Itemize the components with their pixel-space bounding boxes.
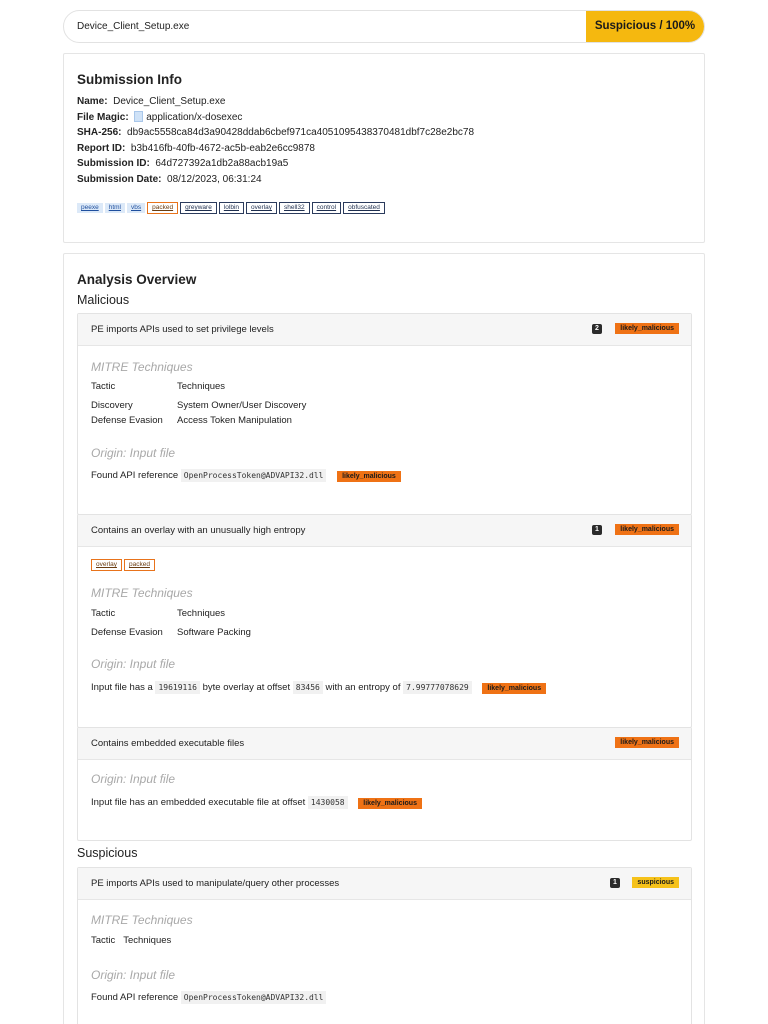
mitre-row [91, 400, 306, 411]
analysis-overview-card [63, 253, 705, 1024]
api-reference-code: OpenProcessToken@ADVAPI32.dll [181, 469, 327, 482]
signature-header[interactable] [78, 728, 691, 760]
technique-cell: Software Packing [177, 627, 251, 638]
match-count-badge: 1 [592, 525, 602, 535]
file-magic-label: File Magic: [77, 111, 129, 123]
severity-badge: likely_malicious [482, 683, 546, 694]
severity-badge: likely_malicious [337, 471, 401, 482]
sha256-row [77, 125, 474, 141]
finding-text: Found API reference [91, 470, 179, 481]
offset-code: 1430058 [308, 796, 348, 809]
techniques-header: Techniques [177, 381, 226, 392]
tactic-header: Tactic [91, 608, 116, 619]
signature-panel [77, 514, 692, 728]
signature-panel [77, 727, 692, 841]
origin-heading: Origin: Input file [91, 657, 176, 671]
tactic-cell: Discovery [91, 400, 133, 411]
file-type-icon [134, 111, 143, 122]
tag-html[interactable]: html [105, 203, 125, 213]
severity-badge: likely_malicious [615, 323, 679, 334]
finding-line [91, 992, 326, 1003]
mitre-table-header [91, 935, 171, 946]
finding-text: byte overlay at offset [202, 682, 291, 693]
mitre-techniques-heading: MITRE Techniques [91, 586, 193, 600]
signature-title: Contains embedded executable files [91, 738, 245, 749]
tag-packed[interactable]: packed [124, 559, 155, 571]
tag-obfuscated[interactable]: obfuscated [343, 202, 385, 214]
overlay-offset-code: 83456 [293, 681, 323, 694]
match-count-badge: 2 [592, 324, 602, 334]
tactic-cell: Defense Evasion [91, 415, 163, 426]
signature-title: PE imports APIs used to set privilege levels [91, 324, 274, 335]
mitre-table-header [91, 381, 225, 392]
entropy-code: 7.99777078629 [403, 681, 472, 694]
technique-cell: Access Token Manipulation [177, 415, 292, 426]
tactic-header: Tactic [91, 381, 116, 392]
finding-text: with an entropy of [325, 682, 401, 693]
signature-header[interactable] [78, 314, 691, 346]
report-id-row [77, 141, 474, 157]
origin-heading: Origin: Input file [91, 446, 176, 460]
sha256-value: db9ac5558ca84d3a90428ddab6cbef971ca4051095438370481dbf7c28e2bc78 [127, 127, 475, 138]
tag-vbs[interactable]: vbs [127, 203, 145, 213]
submission-id-label: Submission ID: [77, 158, 150, 169]
overlay-size-code: 19619116 [155, 681, 200, 694]
tag-peexe[interactable]: peexe [77, 203, 103, 213]
finding-line [91, 797, 422, 809]
analysis-overview-title: Analysis Overview [77, 272, 197, 287]
report-id-value: b3b416fb-40fb-4672-ac5b-eab2e6cc9878 [130, 142, 315, 154]
mitre-row [91, 415, 292, 426]
name-row [77, 94, 474, 110]
tag-list [77, 202, 387, 214]
mitre-techniques-heading: MITRE Techniques [91, 360, 193, 374]
name-value: Device_Client_Setup.exe [113, 96, 226, 107]
severity-badge: suspicious [632, 877, 679, 888]
tag-shell32[interactable]: shell32 [279, 202, 310, 214]
finding-text: Input file has an embedded executable file at offset [91, 797, 306, 808]
origin-heading: Origin: Input file [91, 968, 176, 982]
severity-badge: likely_malicious [615, 524, 679, 535]
file-magic-row [77, 110, 474, 126]
api-reference-code: OpenProcessToken@ADVAPI32.dll [181, 991, 327, 1004]
match-count-badge: 1 [610, 878, 620, 888]
submission-id-row [77, 156, 474, 172]
signature-panel [77, 313, 692, 515]
submission-info-card [63, 53, 705, 243]
sha256-label: SHA-256: [77, 127, 122, 138]
tag-lolbin[interactable]: lolbin [219, 202, 244, 214]
signature-tags [91, 559, 157, 571]
submission-info-title: Submission Info [77, 72, 183, 87]
techniques-header: Techniques [177, 608, 226, 619]
file-header-bar [63, 10, 705, 43]
origin-heading: Origin: Input file [91, 772, 176, 786]
severity-badge: likely_malicious [358, 798, 422, 809]
submission-details [77, 94, 474, 187]
finding-line [91, 682, 546, 694]
signature-title: Contains an overlay with an unusually high entropy [91, 525, 306, 536]
finding-line [91, 470, 401, 482]
technique-cell: System Owner/User Discovery [177, 400, 307, 411]
signature-header[interactable] [78, 515, 691, 547]
verdict-badge: Suspicious / 100% [586, 11, 704, 42]
mitre-table-header [91, 608, 225, 619]
signature-title: PE imports APIs used to manipulate/query other processes [91, 878, 340, 889]
finding-text: Found API reference [91, 992, 179, 1003]
mitre-row [91, 627, 251, 638]
submission-date-row [77, 172, 474, 188]
tag-packed[interactable]: packed [147, 202, 178, 214]
tactic-cell: Defense Evasion [91, 627, 163, 638]
tag-greyware[interactable]: greyware [180, 202, 217, 214]
submission-date-label: Submission Date: [77, 173, 162, 185]
finding-text: Input file has a [91, 682, 153, 693]
tag-control[interactable]: control [312, 202, 342, 214]
submission-id-value: 64d727392a1db2a88acb19a5 [155, 158, 289, 169]
tag-overlay[interactable]: overlay [246, 202, 277, 214]
file-name: Device_Client_Setup.exe [77, 21, 190, 32]
submission-date-value: 08/12/2023, 06:31:24 [167, 173, 262, 185]
file-magic-value: application/x-dosexec [146, 111, 243, 123]
techniques-header: Techniques [123, 935, 172, 946]
name-label: Name: [77, 96, 108, 107]
signature-panel [77, 867, 692, 1024]
suspicious-heading: Suspicious [77, 846, 138, 860]
report-id-label: Report ID: [77, 142, 126, 154]
signature-header[interactable] [78, 868, 691, 900]
tactic-header: Tactic [91, 935, 116, 946]
malicious-heading: Malicious [77, 293, 130, 307]
severity-badge: likely_malicious [615, 737, 679, 748]
mitre-techniques-heading: MITRE Techniques [91, 913, 193, 927]
tag-overlay[interactable]: overlay [91, 559, 122, 571]
